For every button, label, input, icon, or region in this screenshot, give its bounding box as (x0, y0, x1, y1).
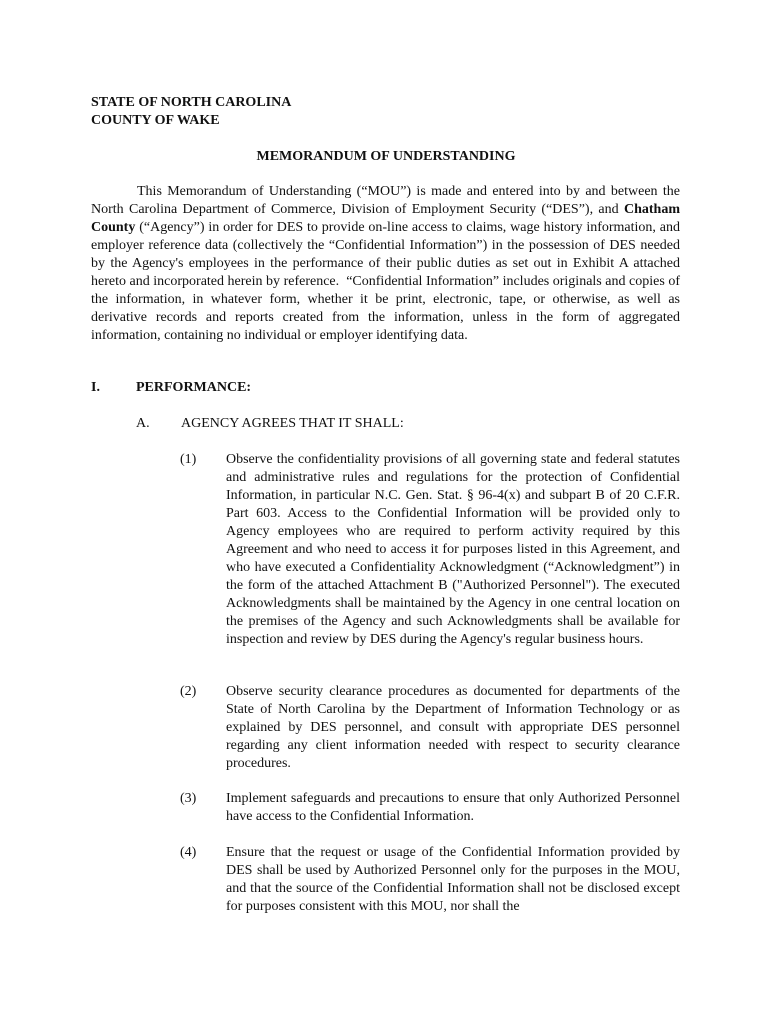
subsection-title: AGENCY AGREES THAT IT SHALL: (181, 416, 404, 431)
document-title-text: MEMORANDUM OF UNDERSTANDING (256, 149, 516, 164)
list-item (180, 790, 680, 826)
document-header (91, 94, 291, 130)
intro-text-part2: (“Agency”) in order for DES to provide on-line access to claims, wage history information, and employer reference data (collectively the “Confidential Information”) in the possession of DES needed by the Agency's employees in the performance of their public duties as set out in Exhibit A attached hereto and incorporated herein by reference. “Confidential Information” includes originals and copies of the information, in whatever form, whether it be print, electronic, tape, or otherwise, as well as derivative records and reports created from the information, unless in the form of aggregated information, containing no individual or employer identifying data. (91, 220, 680, 343)
section-title: PERFORMANCE: (136, 380, 252, 395)
intro-paragraph (91, 183, 680, 345)
list-item (180, 683, 680, 773)
document-title (0, 148, 770, 166)
intro-text-part1: This Memorandum of Understanding (“MOU”) is made and entered into by and between the North Carolina Department of Commerce, Division of Employment Security (“DES”), and (91, 184, 680, 217)
county-line: COUNTY OF WAKE (91, 113, 220, 128)
list-item-number: (4) (180, 845, 197, 860)
list-item (180, 451, 680, 649)
list-item-text: Implement safeguards and precautions to ensure that only Authorized Personnel have access to the Confidential Information. (226, 791, 680, 824)
list-item-number: (3) (180, 791, 197, 806)
list-item-text: Observe the confidentiality provisions of all governing state and federal statutes and administrative rules and regulations for the protection of Confidential Information, in particular N.C. Gen. Stat. § 96-4(x) and subpart B of 20 C.F.R. Part 603. Access to the Confidential Information will be provided only to Agency employees who are required to perform activity required by this Agreement and who need to access it for purposes listed in this Agreement, and who have executed a Confidentiality Acknowledgment (“Acknowledgment”) in the form of the attached Attachment B ("Authorized Personnel"). The executed Acknowledgments shall be maintained by the Agency in one central location on the premises of the Agency and such Acknowledgments shall be available for inspection and review by DES during the Agency's regular business hours. (226, 452, 680, 647)
list-item-number: (1) (180, 452, 197, 467)
party-name: Chatham County (91, 202, 680, 235)
list-item-text: Observe security clearance procedures as documented for departments of the State of North Carolina by the Department of Information Technology or as explained by DES personnel, and consult with appropriate DES personnel regarding any client information needed with respect to security clearance procedures. (226, 684, 680, 771)
list-item-number: (2) (180, 684, 197, 699)
list-item (180, 844, 680, 916)
subsection-heading (136, 415, 404, 433)
state-line: STATE OF NORTH CAROLINA (91, 95, 292, 110)
subsection-letter: A. (136, 416, 150, 431)
list-item-text: Ensure that the request or usage of the Confidential Information provided by DES shall be used by Authorized Personnel only for the purposes in the MOU, and that the source of the Confidential Information shall not be disclosed except for purposes consistent with this MOU, nor shall the (226, 845, 680, 914)
section-number: I. (91, 380, 100, 395)
section-heading (91, 379, 251, 397)
